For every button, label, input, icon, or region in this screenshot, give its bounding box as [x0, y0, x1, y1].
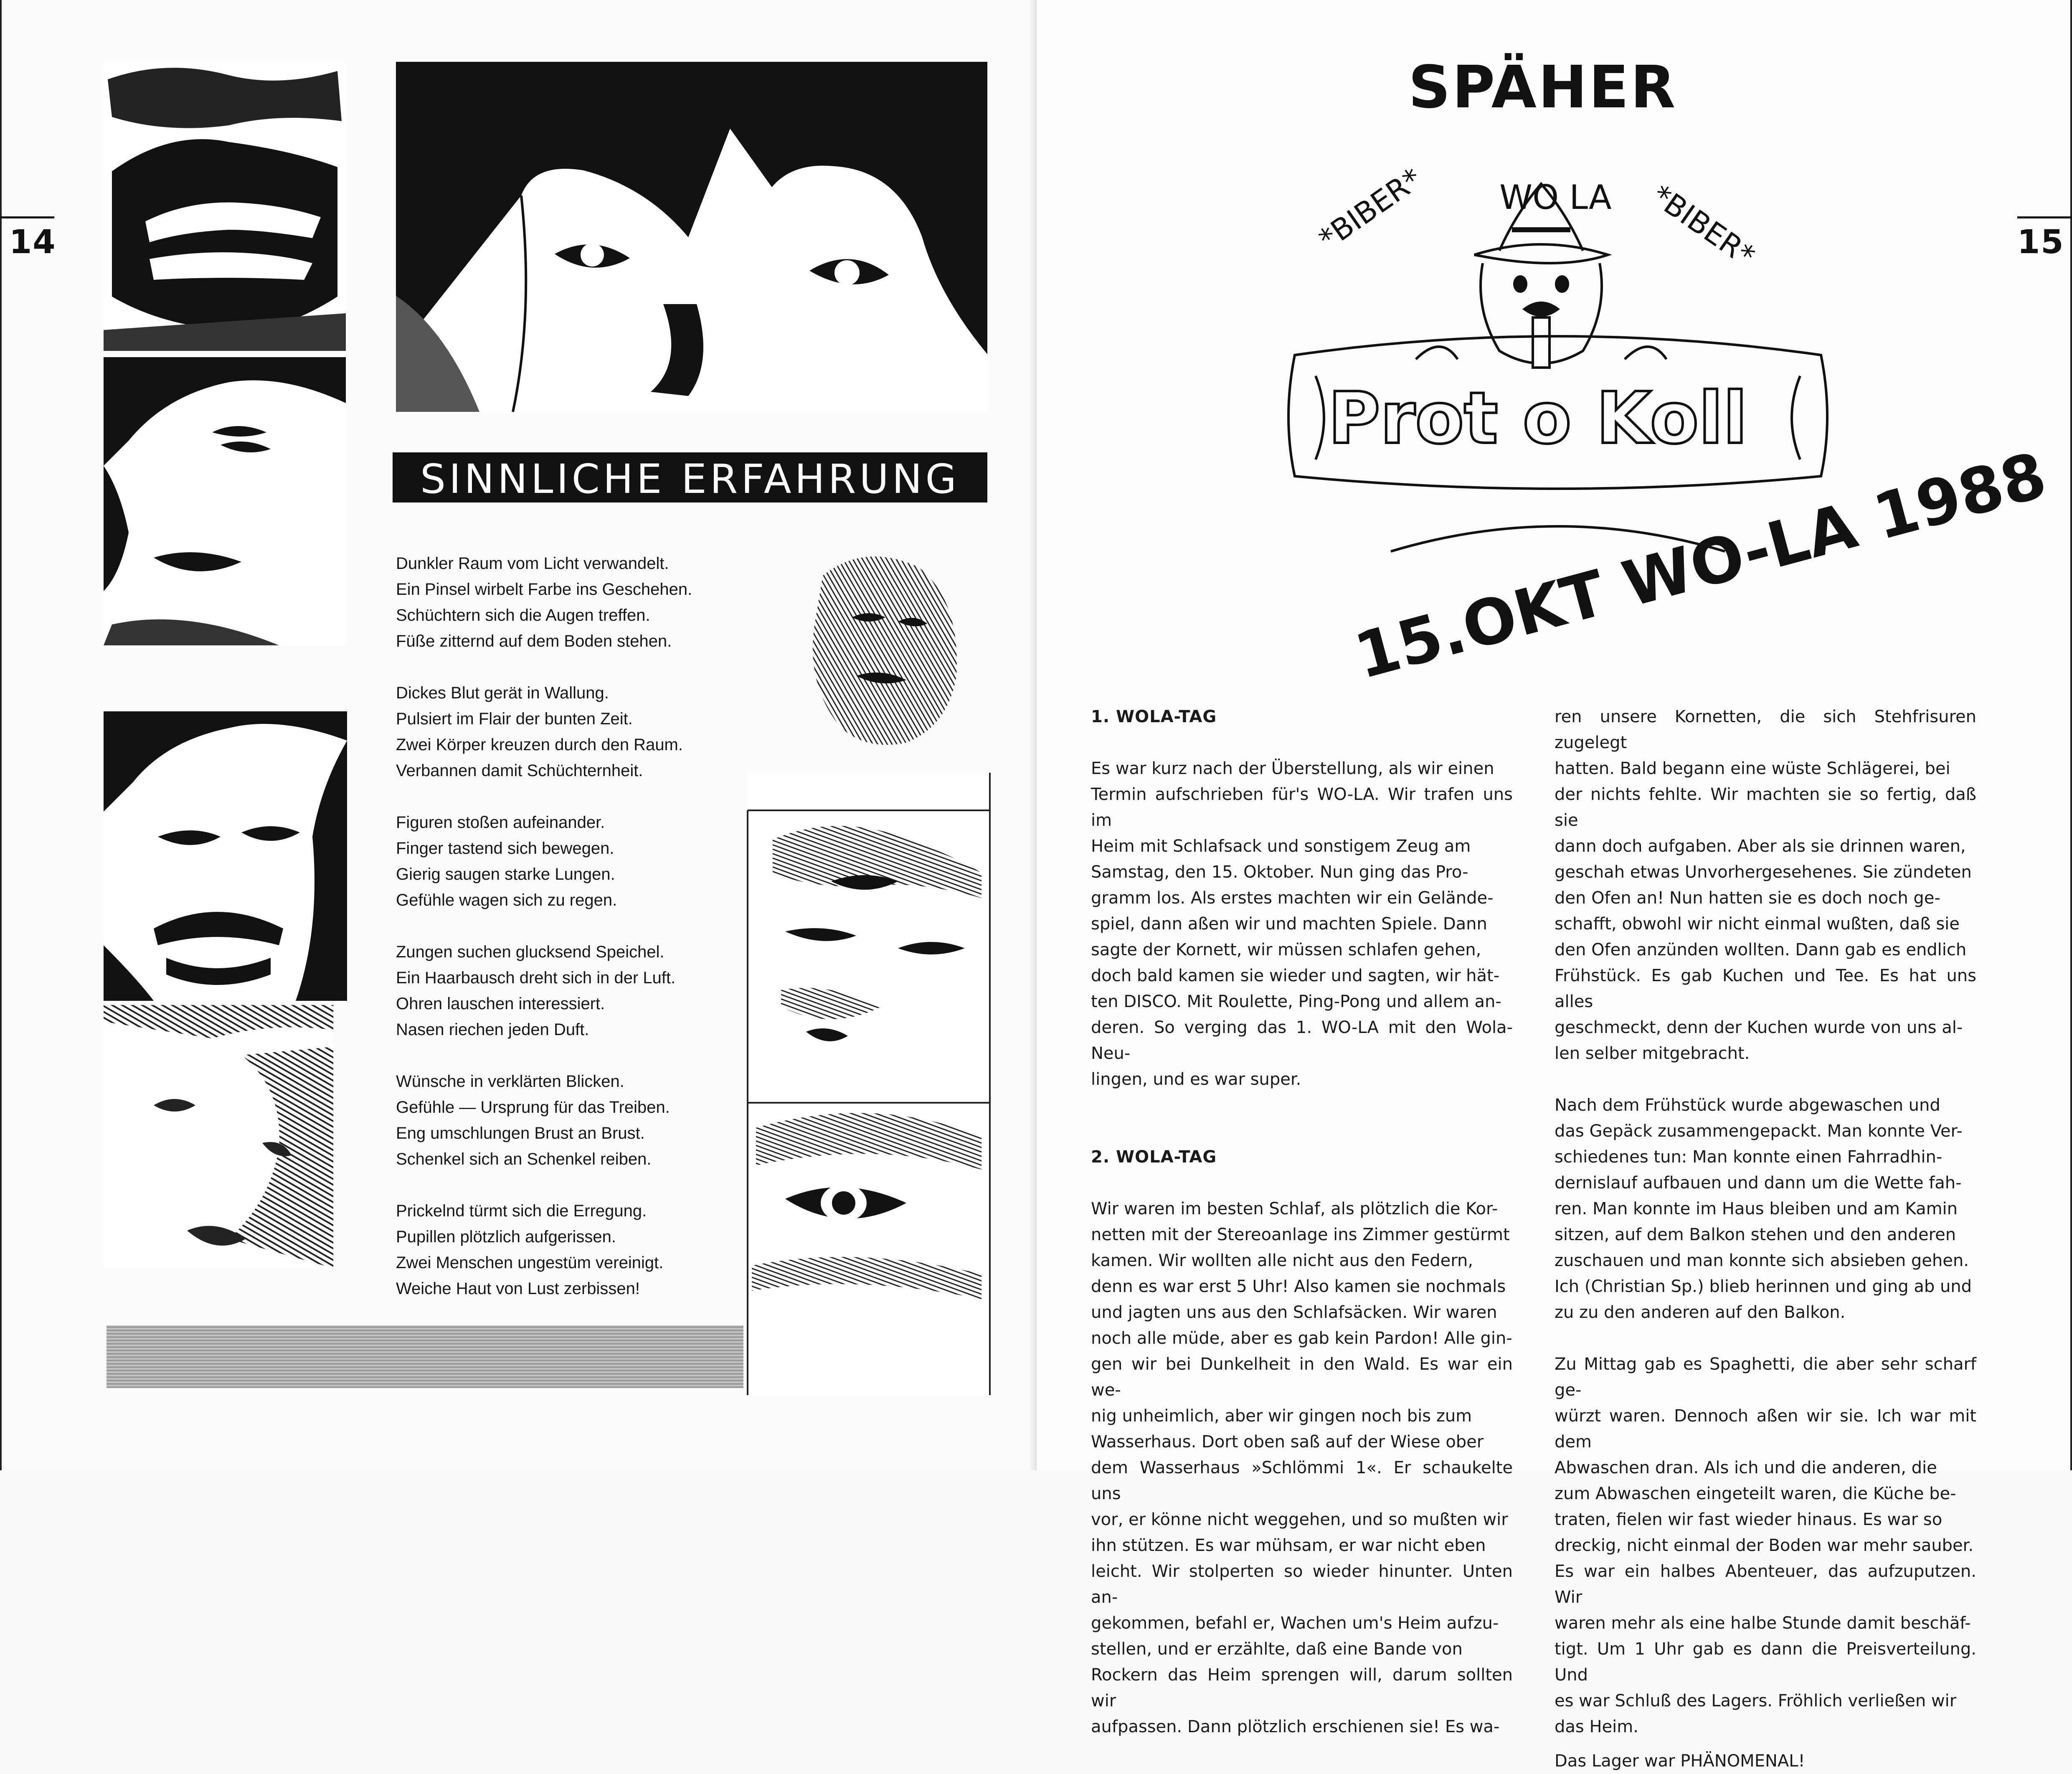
poem-line: Ohren lauschen interessiert.	[396, 995, 605, 1013]
text-line: den Ofen an! Nun hatten sie es doch noch ge-	[1555, 888, 1940, 908]
eyes-illustration	[396, 62, 987, 412]
poem-line: Füße zitternd auf dem Boden stehen.	[396, 632, 672, 650]
beaver-logo-drawing	[1266, 159, 2054, 693]
text-line: Es war kurz nach der Überstellung, als wir einen	[1091, 759, 1494, 778]
text-line: waren mehr als eine halbe Stunde damit beschäf-	[1555, 1614, 1971, 1633]
text-line: dem Wasserhaus »Schlömmi 1«. Er schaukelte uns	[1091, 1458, 1513, 1503]
text-line: Wir waren im besten Schlaf, als plötzlich die Kor-	[1091, 1199, 1498, 1218]
text-line: kamen. Wir wollten alle nicht aus den Federn,	[1091, 1251, 1473, 1270]
page-number-left: 14	[9, 223, 56, 261]
text-line: Wasserhaus. Dort oben saß auf der Wiese ober	[1091, 1432, 1484, 1452]
poem-line: Gefühle — Ursprung für das Treiben.	[396, 1098, 670, 1117]
text-line: gen wir bei Dunkelheit in den Wald. Es war ein we-	[1091, 1355, 1513, 1400]
face-illustration-2	[104, 711, 347, 1001]
logo-text-wola: WO LA	[1499, 178, 1612, 217]
mouth-illustration	[104, 63, 346, 351]
text-line: deren. So verging das 1. WO-LA mit den Wola-Neu-	[1091, 1018, 1513, 1063]
logo-text-biber-right: *BIBER*	[1646, 178, 1761, 274]
page-number-rule	[2017, 216, 2072, 218]
report-column-1	[1091, 704, 1513, 1740]
page-edge	[0, 0, 2, 1470]
bearded-face-illustration	[781, 551, 990, 768]
logo-text-biber-left: *BIBER*	[1312, 161, 1428, 256]
text-line: ren unsere Kornetten, die sich Stehfrisuren zugelegt	[1555, 707, 1976, 752]
text-line: vor, er könne nicht weggehen, und so mußten wir	[1091, 1510, 1508, 1529]
poem-line: Nasen riechen jeden Duft.	[396, 1020, 589, 1039]
text-line: das Gepäck zusammengepackt. Man konnte Ver-	[1555, 1122, 1963, 1141]
text-line: spiel, dann aßen wir und machten Spiele. Dann	[1091, 914, 1487, 934]
logo-text-date: 15.OKT WO-LA 1988	[1347, 439, 2054, 693]
poem-stanza	[396, 1068, 747, 1172]
text-line: würzt waren. Dennoch aßen wir sie. Ich war mit dem	[1555, 1406, 1976, 1452]
closing-line: Das Lager war PHÄNOMENAL!	[1555, 1751, 1805, 1771]
text-line: leicht. Wir stolperten so wieder hinunter. Unten an-	[1091, 1562, 1513, 1607]
text-line: dernislauf aufbauen und dann um die Wette fah-	[1555, 1173, 1962, 1193]
text-line: Frühstück. Es gab Kuchen und Tee. Es hat uns alles	[1555, 966, 1976, 1011]
poem-stanza	[396, 810, 747, 913]
page-number-rule	[0, 216, 54, 218]
section-heading: 2. WOLA-TAG	[1091, 1147, 1217, 1167]
text-line: aufpassen. Dann plötzlich erschienen sie! Es wa-	[1091, 1717, 1500, 1736]
poem-line: Weiche Haut von Lust zerbissen!	[396, 1279, 640, 1298]
poem	[396, 551, 747, 1327]
grey-tone-band	[107, 1325, 743, 1388]
text-line: zu zu den anderen auf den Balkon.	[1555, 1303, 1846, 1322]
text-line: das Heim.	[1555, 1717, 1638, 1736]
text-line: Termin aufschrieben für's WO-LA. Wir trafen uns im	[1091, 785, 1513, 830]
collage-illustration	[748, 773, 990, 1395]
poem-line: Prickelnd türmt sich die Erregung.	[396, 1202, 647, 1220]
poem-stanza	[396, 939, 747, 1043]
poem-stanza	[396, 680, 747, 784]
text-line: Nach dem Frühstück wurde abgewaschen und	[1555, 1096, 1940, 1115]
poem-line: Zungen suchen glucksend Speichel.	[396, 943, 664, 961]
text-line: sitzen, auf dem Balkon stehen und den anderen	[1555, 1225, 1956, 1244]
text-line: schiedenes tun: Man konnte einen Fahrradhin-	[1555, 1147, 1943, 1167]
text-line: Zu Mittag gab es Spaghetti, die aber sehr scharf ge-	[1555, 1355, 1976, 1400]
page-number-right: 15	[2017, 223, 2064, 261]
text-line: Ich (Christian Sp.) blieb herinnen und ging ab und	[1555, 1277, 1972, 1296]
text-line: zum Abwaschen eingeteilt waren, die Küche be-	[1555, 1484, 1956, 1503]
poem-line: Dickes Blut gerät in Wallung.	[396, 684, 609, 702]
text-line: ihn stützen. Es war mühsam, er war nicht eben	[1091, 1536, 1486, 1555]
poem-line: Zwei Menschen ungestüm vereinigt.	[396, 1254, 664, 1272]
poem-line: Pupillen plötzlich aufgerissen.	[396, 1228, 616, 1246]
logo-text-protokoll: Prot o Koll	[1328, 377, 1747, 460]
face-illustration-3	[104, 1005, 333, 1268]
text-line: sagte der Kornett, wir müssen schlafen gehen,	[1091, 940, 1481, 959]
text-line: geschah etwas Unvorhergesehenes. Sie zündeten	[1555, 863, 1972, 882]
text-line: denn es war erst 5 Uhr! Also kamen sie nochmals	[1091, 1277, 1506, 1296]
poem-title: SINNLICHE ERFAHRUNG	[420, 456, 960, 503]
poem-line: Pulsiert im Flair der bunten Zeit.	[396, 710, 633, 728]
text-line: tigt. Um 1 Uhr gab es dann die Preisverteilung. Und	[1555, 1639, 1976, 1685]
poem-line: Ein Haarbausch dreht sich in der Luft.	[396, 969, 676, 987]
poem-line: Wünsche in verklärten Blicken.	[396, 1072, 624, 1091]
poem-stanza	[396, 551, 747, 654]
poem-line: Gierig saugen starke Lungen.	[396, 865, 615, 883]
poem-line: Eng umschlungen Brust an Brust.	[396, 1124, 645, 1142]
text-line: stellen, und er erzählte, daß eine Bande von	[1091, 1639, 1463, 1659]
poem-line: Verbannen damit Schüchternheit.	[396, 761, 643, 780]
poem-line: Ein Pinsel wirbelt Farbe ins Geschehen.	[396, 580, 692, 599]
poem-stanza	[396, 1198, 747, 1302]
text-line: traten, fielen wir fast wieder hinaus. Es war so	[1555, 1510, 1943, 1529]
text-line: Samstag, den 15. Oktober. Nun ging das Pro-	[1091, 863, 1468, 882]
text-line: den Ofen anzünden wollten. Dann gab es endlich	[1555, 940, 1967, 959]
poem-line: Schenkel sich an Schenkel reiben.	[396, 1150, 652, 1168]
poem-line: Dunkler Raum vom Licht verwandelt.	[396, 554, 669, 573]
text-line: Abwaschen dran. Als ich und die anderen, die	[1555, 1458, 1937, 1477]
text-line: der nichts fehlte. Wir machten sie so fertig, daß sie	[1555, 785, 1976, 830]
text-line: doch bald kamen sie wieder und sagten, wir hät-	[1091, 966, 1500, 985]
poem-line: Finger tastend sich bewegen.	[396, 839, 614, 858]
text-line: Rockern das Heim sprengen will, darum sollten wir	[1091, 1665, 1513, 1711]
text-line: ten DISCO. Mit Roulette, Ping-Pong und allem an-	[1091, 992, 1501, 1011]
text-line: ren. Man konnte im Haus bleiben und am Kamin	[1555, 1199, 1958, 1218]
text-line: netten mit der Stereoanlage ins Zimmer gestürmt	[1091, 1225, 1510, 1244]
text-line: lingen, und es war super.	[1091, 1070, 1301, 1089]
text-line: gekommen, befahl er, Wachen um's Heim aufzu-	[1091, 1614, 1499, 1633]
text-line: gramm los. Als erstes machten wir ein Gelände-	[1091, 888, 1494, 908]
wola-protokoll-logo	[1266, 159, 2054, 693]
text-line: noch alle müde, aber es gab kein Pardon! Alle gin-	[1091, 1329, 1512, 1348]
section-title: SPÄHER	[1408, 53, 1677, 122]
poem-line: Schüchtern sich die Augen treffen.	[396, 606, 650, 624]
text-line: Heim mit Schlafsack und sonstigem Zeug am	[1091, 837, 1471, 856]
section-heading: 1. WOLA-TAG	[1091, 707, 1217, 726]
text-line: hatten. Bald begann eine wüste Schlägerei, bei	[1555, 759, 1950, 778]
text-line: und jagten uns aus den Schlafsäcken. Wir waren	[1091, 1303, 1497, 1322]
left-page	[0, 0, 1037, 1470]
page-edge	[2070, 0, 2072, 1470]
face-illustration-1	[104, 357, 346, 645]
text-line: Es war ein halbes Abenteuer, das aufzuputzen. Wir	[1555, 1562, 1976, 1607]
text-line: dann doch aufgaben. Aber als sie drinnen waren,	[1555, 837, 1966, 856]
poem-line: Zwei Körper kreuzen durch den Raum.	[396, 736, 683, 754]
poem-line: Figuren stoßen aufeinander.	[396, 813, 605, 832]
text-line: len selber mitgebracht.	[1555, 1044, 1750, 1063]
text-line: nig unheimlich, aber wir gingen noch bis zum	[1091, 1406, 1472, 1426]
poem-title-banner	[393, 452, 987, 503]
text-line: dreckig, nicht einmal der Boden war mehr sauber.	[1555, 1536, 1974, 1555]
poem-line: Gefühle wagen sich zu regen.	[396, 891, 617, 909]
text-line: zuschauen und man konnte sich absieben gehen.	[1555, 1251, 1969, 1270]
text-line: schafft, obwohl wir nicht einmal wußten, daß sie	[1555, 914, 1960, 934]
report-column-2	[1555, 704, 1976, 1774]
text-line: geschmeckt, denn der Kuchen wurde von uns al-	[1555, 1018, 1963, 1037]
text-line: es war Schluß des Lagers. Fröhlich verließen wir	[1555, 1691, 1957, 1711]
